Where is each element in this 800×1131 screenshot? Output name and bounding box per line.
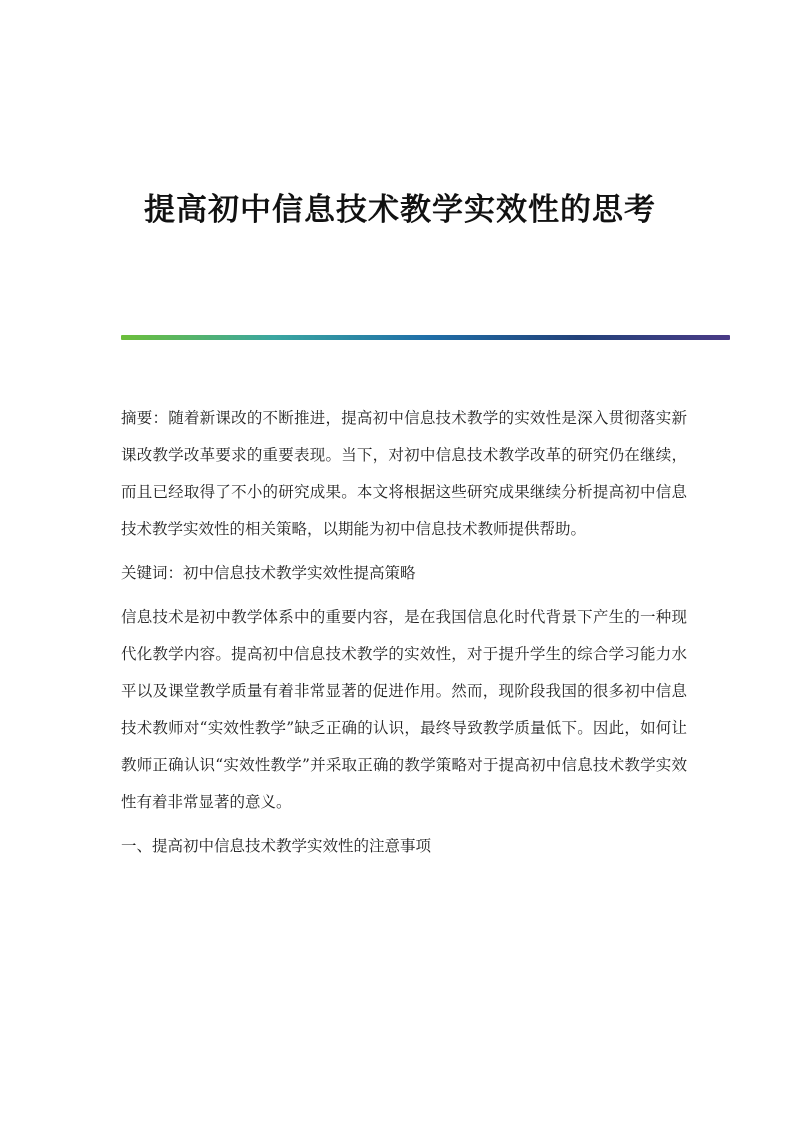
body-paragraph: 信息技术是初中教学体系中的重要内容，是在我国信息化时代背景下产生的一种现代化教学内容。提高初中信息技术教学的实效性，对于提升学生的综合学习能力水平以及课堂教学质量有着非常显著的促进作用。然而，现阶段我国的很多初中信息技术教师对“实效性教学”缺乏正确的认识，最终导致教学质量低下。因此，如何让教师正确认识“实效性教学”并采取正确的教学策略对于提高初中信息技术教学实效性有着非常显著的意义。	[121, 608, 687, 811]
abstract-text: 随着新课改的不断推进，提高初中信息技术教学的实效性是深入贯彻落实新课改教学改革要求的重要表现。当下，对初中信息技术教学改革的研究仍在继续，而且已经取得了不小的研究成果。本文将根据这些研究成果继续分析提高初中信息技术教学实效性的相关策略，以期能为初中信息技术教师提供帮助。	[121, 409, 687, 538]
abstract-paragraph	[121, 400, 687, 548]
abstract-label: 摘要：	[121, 409, 169, 427]
document-body	[121, 400, 687, 872]
keywords-paragraph	[121, 555, 687, 592]
keywords-text: 初中信息技术教学实效性提高策略	[183, 564, 416, 582]
section-heading: 一、提高初中信息技术教学实效性的注意事项	[121, 837, 432, 855]
title-divider-rule	[121, 335, 730, 340]
keywords-label: 关键词：	[121, 564, 184, 582]
document-title: 提高初中信息技术教学实效性的思考	[144, 192, 656, 228]
